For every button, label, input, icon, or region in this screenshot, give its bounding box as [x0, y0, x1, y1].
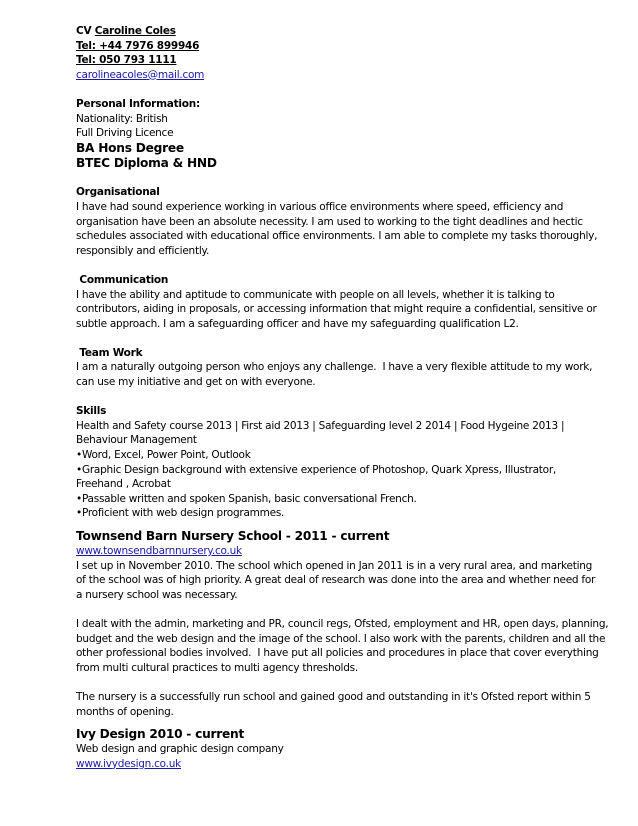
townsend-para3-line: The nursery is a successfully run school and gained good and outstanding in it's Ofsted report within 5 — [76, 690, 591, 703]
teamwork-section — [76, 346, 593, 390]
phone-1: Tel: +44 7976 899946 — [76, 39, 200, 52]
organisational-heading: Organisational — [76, 186, 160, 199]
communication-section — [76, 273, 597, 331]
teamwork-line: can use my initiative and get on with everyone. — [76, 376, 316, 389]
cv-header — [76, 24, 566, 82]
skills-heading: Skills — [76, 405, 107, 418]
skills-section — [76, 404, 566, 521]
skills-line: •Graphic Design background with extensive experience of Photoshop, Quark Xpress, Illustrator, — [76, 463, 557, 476]
ivy-heading: Ivy Design 2010 - current — [76, 727, 245, 742]
skills-line: Health and Safety course 2013 | First aid 2013 | Safeguarding level 2 2014 | Food Hygeine 2013 | — [76, 419, 565, 432]
townsend-para1-line: of the school was of high priority. A great deal of research was done into the area and whether need for — [76, 574, 596, 587]
teamwork-heading: Team Work — [76, 346, 143, 359]
personal-heading: Personal Information: — [76, 97, 200, 110]
degree: BA Hons Degree — [76, 140, 184, 155]
skills-line: •Proficient with web design programmes. — [76, 507, 285, 520]
townsend-para1-line: I set up in November 2010. The school which opened in Jan 2011 is in a very rural area, and marketing — [76, 559, 593, 572]
townsend-para1-line: a nursery school was necessary. — [76, 588, 238, 601]
townsend-para2-line: I dealt with the admin, marketing and PR, council regs, Ofsted, employment and HR, open days, planning, — [76, 617, 609, 630]
personal-section — [76, 97, 566, 171]
candidate-name: Caroline Coles — [94, 25, 176, 37]
townsend-url-link[interactable]: www.townsendbarnnursery.co.uk — [76, 545, 242, 557]
organisational-line: schedules associated with educational office environments. I am able to complete my tasks thoroughly, — [76, 230, 598, 243]
skills-line: Freehand , Acrobat — [76, 478, 171, 491]
licence: Full Driving Licence — [76, 127, 174, 140]
communication-line: contributors, aiding in proposals, or accessing information that might require a confidential, sensitive or — [76, 303, 597, 316]
townsend-heading: Townsend Barn Nursery School - 2011 - current — [76, 529, 390, 543]
organisational-section — [76, 185, 598, 258]
nationality: Nationality: British — [76, 112, 168, 125]
organisational-line: responsibly and efficiently. — [76, 244, 210, 257]
townsend-para2-line: from multi cultural practices to multi agency thresholds. — [76, 661, 358, 674]
ivy-section — [76, 727, 566, 771]
ivy-url-link[interactable]: www.ivydesign.co.uk — [76, 757, 181, 770]
cv-title — [76, 24, 566, 39]
skills-line: Behaviour Management — [76, 434, 197, 447]
email-link[interactable]: carolineacoles@mail.com — [76, 68, 205, 81]
phone-2: Tel: 050 793 1111 — [76, 54, 177, 67]
communication-line: subtle approach. I am a safeguarding officer and have my safeguarding qualification L2. — [76, 317, 519, 330]
cv-page — [76, 24, 609, 771]
diploma: BTEC Diploma & HND — [76, 155, 217, 170]
townsend-para2-line: other professional bodies involved. I have put all policies and procedures in place that cover everything — [76, 647, 599, 660]
communication-heading: Communication — [76, 273, 169, 286]
cv-prefix: CV — [76, 25, 95, 37]
communication-line: I have the ability and aptitude to communicate with people on all levels, whether it is talking to — [76, 288, 555, 301]
teamwork-line: I am a naturally outgoing person who enjoys any challenge. I have a very flexible attitude to my work, — [76, 361, 593, 374]
organisational-line: I have had sound experience working in various office environments where speed, efficiency and — [76, 200, 564, 213]
ivy-description: Web design and graphic design company — [76, 743, 284, 756]
townsend-para3-line: months of opening. — [76, 705, 174, 718]
townsend-section — [76, 529, 609, 719]
skills-line: •Word, Excel, Power Point, Outlook — [76, 449, 251, 462]
skills-line: •Passable written and spoken Spanish, basic conversational French. — [76, 492, 417, 505]
townsend-para2-line: budget and the web design and the image of the school. I also work with the parents, children and all the — [76, 632, 606, 645]
organisational-line: organisation have been an absolute necessity. I am used to working to the tight deadlines and hectic — [76, 215, 583, 228]
